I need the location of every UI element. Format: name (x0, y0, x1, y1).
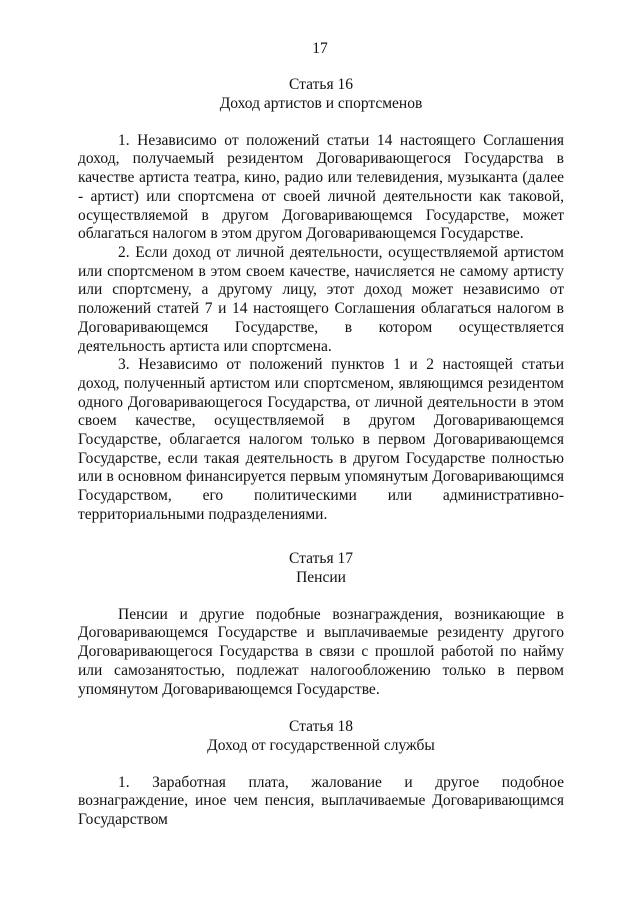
paragraph: 1. Заработная плата, жалование и другое подобное вознаграждение, иное чем пенсия, выплачиваемые Договаривающимся Государством (78, 773, 564, 829)
article-title: Доход от государственной службы (207, 736, 435, 754)
article-body (78, 774, 564, 830)
article-title: Доход артистов и спортсменов (219, 94, 423, 112)
paragraph: Пенсии и другие подобные вознаграждения, возникающие в Договаривающемся Государстве и выплачиваемые резиденту другого Договаривающегося Государства в связи с прошлой работой по найму или самозанятостью, подлежат налогообложению только в первом упомянутом Договаривающемся Государстве. (78, 605, 564, 698)
article-body (78, 606, 564, 700)
article-heading (78, 76, 564, 113)
article-body (78, 132, 564, 525)
article-heading (78, 718, 564, 755)
article-18 (78, 718, 564, 830)
article-title: Пенсии (296, 568, 346, 586)
page-number: 17 (312, 40, 328, 57)
paragraph: 1. Независимо от положений статьи 14 настоящего Соглашения доход, получаемый резидентом Договаривающегося Государства в качестве артиста театра, кино, радио или телевидения, музыканта (далее - артист) или спортсмена от своей личной деятельности как таковой, осуществляемой в другом Договаривающемся Государстве, может облагаться налогом в этом другом Договаривающемся Государстве. (78, 131, 564, 243)
article-number: Статья 17 (289, 550, 353, 567)
article-heading (78, 550, 564, 587)
paragraph: 3. Независимо от положений пунктов 1 и 2 настоящей статьи доход, полученный артистом или спортсменом, являющимся резидентом одного Договаривающегося Государства, от личной деятельности в этом своем качестве, осуществляемой в другом Договаривающемся Государстве, облагается налогом только в первом Договаривающемся Государстве, если такая деятельность в другом Государстве полностью или в основном финансируется первым упомянутым Договаривающимся Государством, его политическими или административно-территориальными подразделениями. (78, 356, 564, 523)
article-17 (78, 550, 564, 699)
article-number: Статья 16 (289, 76, 353, 93)
article-16 (78, 76, 564, 525)
paragraph: 2. Если доход от личной деятельности, осуществляемой артистом или спортсменом в этом своем качестве, начисляется не самому артисту или спортсмену, а другому лицу, этот доход может независимо от положений статей 7 и 14 настоящего Соглашения облагаться налогом в Договаривающемся Государстве, в котором осуществляется деятельность артиста или спортсмена. (78, 244, 564, 355)
article-number: Статья 18 (289, 718, 353, 735)
